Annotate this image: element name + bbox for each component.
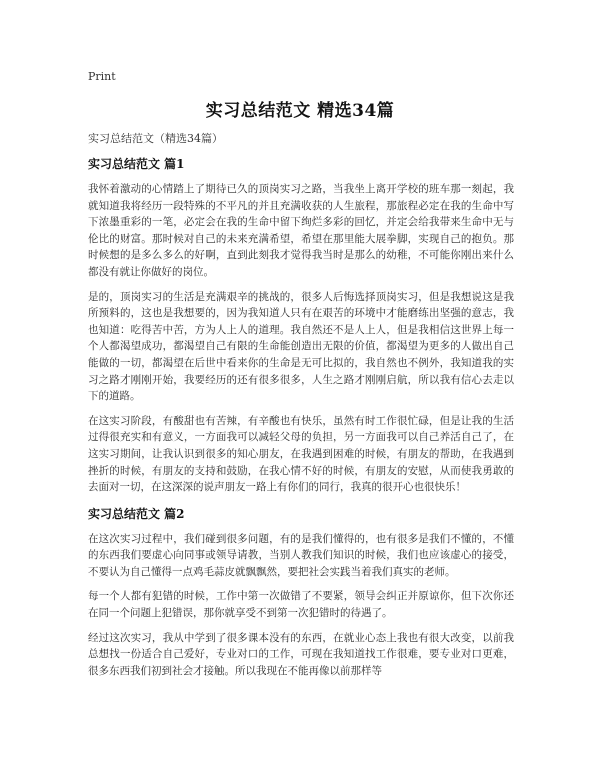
paragraph: 每一个人都有犯错的时候，工作中第一次做错了不要紧，领导会纠正并原谅你，但下次你还在同一个问题上犯错误，那你就享受不到第一次犯错时的待遇了。 bbox=[88, 590, 514, 620]
paragraph: 在这次实习过程中，我们碰到很多问题，有的是我们懂得的，也有很多是我们不懂的，不懂的东西我们要虚心向同事或领导请教，当别人教我们知识的时候，我们也应该虚心的接受，不要认为自己懂得一点鸡毛蒜皮就飘飘然，要把社会实践当着我们真实的老师。 bbox=[88, 532, 514, 578]
paragraph: 经过这次实习，我从中学到了很多课本没有的东西，在就业心态上我也有很大改变，以前我总想找一份适合自己爱好，专业对口的工作，可现在我知道找工作很难，要专业对口更难，很多东西我们初到社会才接触。所以我现在不能再像以前那样等 bbox=[88, 631, 514, 677]
section-2 bbox=[88, 506, 514, 680]
document-subtitle: 实习总结范文（精选34篇） bbox=[88, 132, 223, 145]
section-heading: 实习总结范文 篇2 bbox=[88, 506, 185, 521]
paragraph: 在这实习阶段，有酸甜也有苦辣，有辛酸也有快乐，虽然有时工作很忙碌，但是让我的生活过得很充实和有意义，一方面我可以减轻父母的负担，另一方面我可以自己养活自己了，在这实习期间，让我认识到很多的知心朋友，在我遇到困难的时候，有朋友的帮助，在我遇到挫折的时候，有朋友的支持和鼓励，在我心情不好的时候，有朋友的安慰，从而使我勇敢的去面对一切，在这深深的说声朋友一路上有你们的同行，我真的很开心也很快乐！ bbox=[88, 414, 514, 494]
page-title: 实习总结范文 精选34篇 bbox=[205, 101, 395, 121]
paragraph: 我怀着激动的心情踏上了期待已久的顶岗实习之路，当我坐上离开学校的班车那一刻起，我就知道我将经历一段特殊的不平凡的并且充满收获的人生旅程，那旅程必定在我的生命中写下浓墨重彩的一笔，必定会在我的生命中留下绚烂多彩的回忆，并定会给我带来生命中无与伦比的财富。那时候对自己的未来充满希望，希望在那里能大展拳脚，实现自己的抱负。那时候想的是多么多么的好啊，直到此刻我才觉得我当时是那么的幼稚，不可能你刚出来什么都没有就让你做好的岗位。 bbox=[88, 183, 514, 278]
document-body bbox=[88, 130, 514, 687]
section-heading: 实习总结范文 篇1 bbox=[88, 157, 185, 171]
section-1 bbox=[88, 156, 514, 496]
print-label: Print bbox=[88, 70, 116, 83]
paragraph: 是的，顶岗实习的生活是充满艰辛的挑战的，很多人后悔选择顶岗实习，但是我想说这是我所预料的，这也是我想要的，因为我知道人只有在艰苦的环境中才能磨练出坚强的意志，我也知道：吃得苦中苦，方为人上人的道理。我自然还不是人上人，但是我相信这世界上每一个人都渴望成功，都渴望自己有限的生命能创造出无限的价值，都渴望为更多的人做出自己能做的一切，都渴望在后世中看来你的生命是无可比拟的，我自然也不例外，我知道我的实习之路才刚刚开始，我要经历的还有很多很多，人生之路才刚刚启航，所以我有信心去走以下的道路。 bbox=[88, 290, 514, 403]
